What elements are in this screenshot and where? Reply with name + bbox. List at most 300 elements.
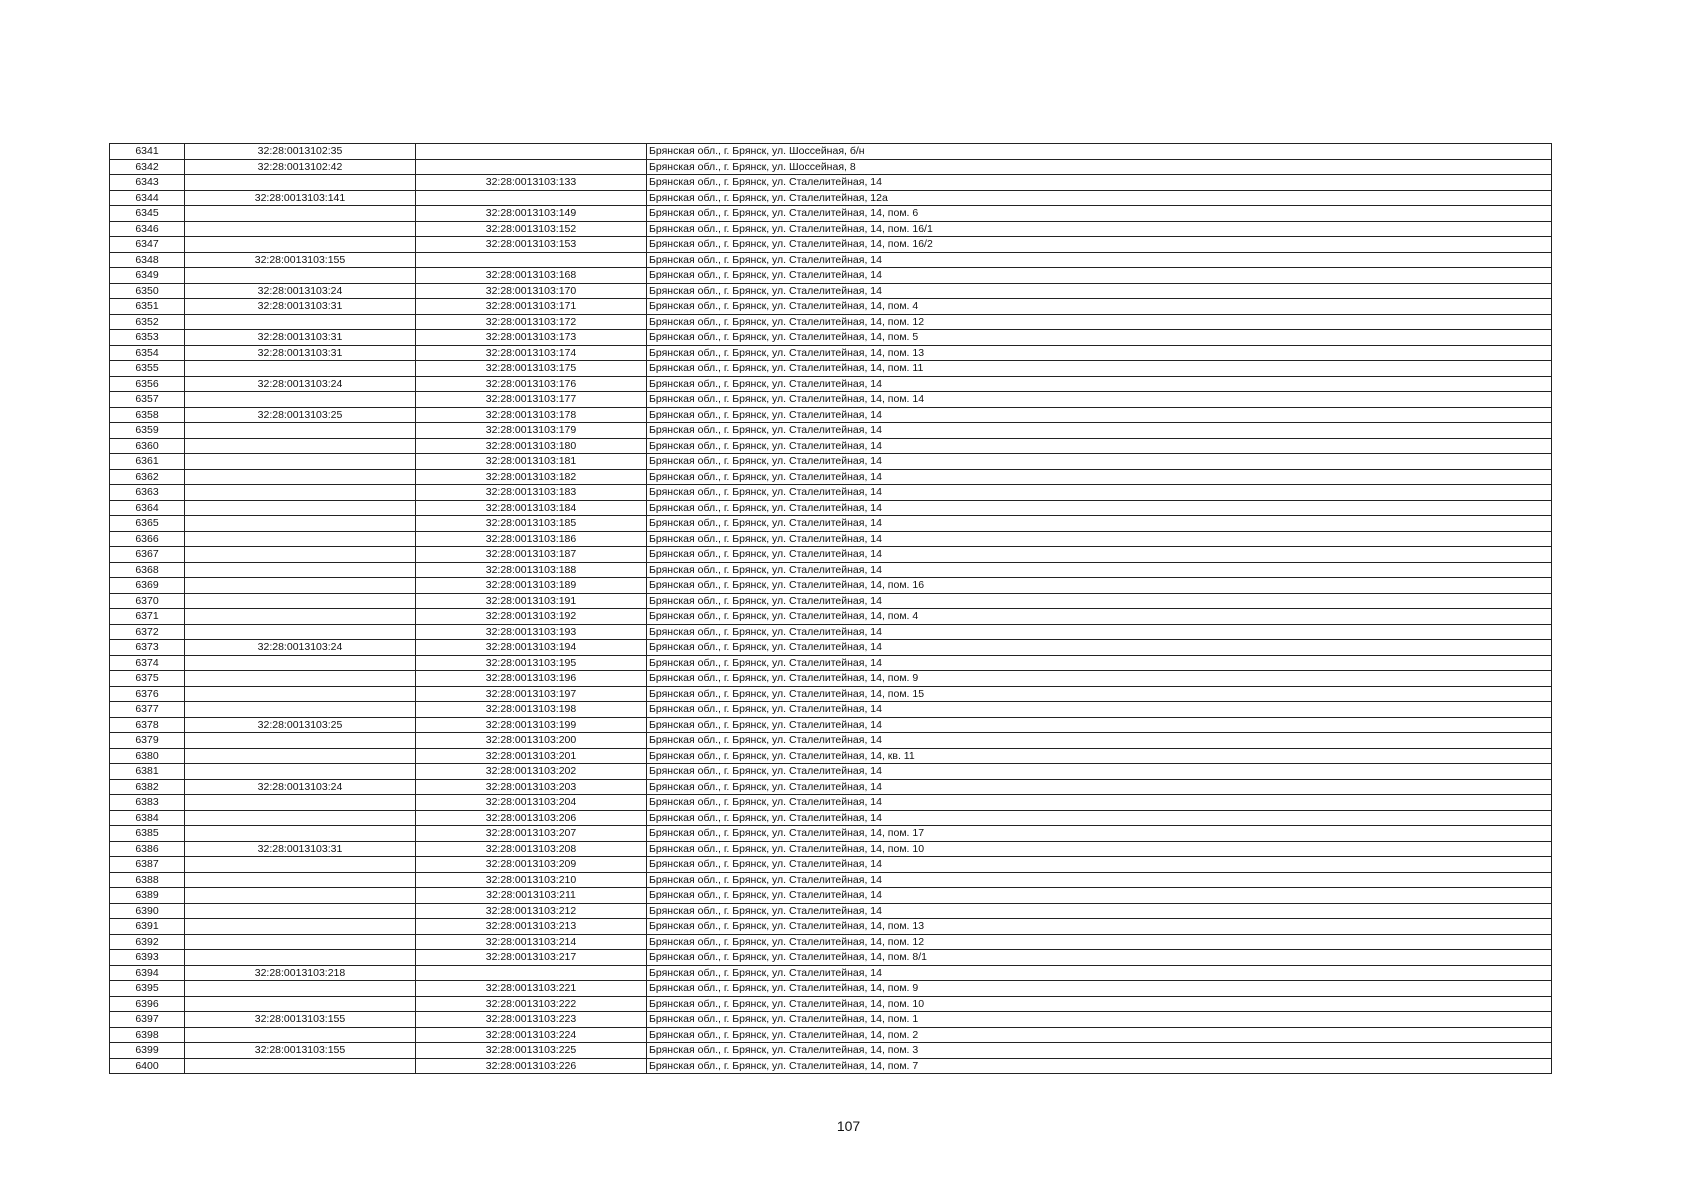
cadastral-number-a-cell: 32:28:0013103:218 bbox=[185, 965, 416, 981]
table-row bbox=[110, 252, 1552, 268]
cadastral-number-a-cell bbox=[185, 531, 416, 547]
cadastral-number-a-cell bbox=[185, 392, 416, 408]
cadastral-number-a-cell bbox=[185, 655, 416, 671]
table-row bbox=[110, 655, 1552, 671]
cadastral-number-b-cell: 32:28:0013103:197 bbox=[416, 686, 647, 702]
row-number-cell: 6370 bbox=[110, 593, 185, 609]
cadastral-number-a-cell bbox=[185, 578, 416, 594]
address-cell: Брянская обл., г. Брянск, ул. Сталелитейная, 14 bbox=[647, 562, 1552, 578]
address-cell: Брянская обл., г. Брянск, ул. Сталелитейная, 14, пом. 8/1 bbox=[647, 950, 1552, 966]
cadastral-number-b-cell: 32:28:0013103:152 bbox=[416, 221, 647, 237]
cadastral-number-a-cell: 32:28:0013103:31 bbox=[185, 345, 416, 361]
table-row bbox=[110, 516, 1552, 532]
row-number-cell: 6385 bbox=[110, 826, 185, 842]
row-number-cell: 6374 bbox=[110, 655, 185, 671]
row-number-cell: 6362 bbox=[110, 469, 185, 485]
address-cell: Брянская обл., г. Брянск, ул. Сталелитейная, 14 bbox=[647, 717, 1552, 733]
cadastral-number-b-cell: 32:28:0013103:182 bbox=[416, 469, 647, 485]
cadastral-number-b-cell: 32:28:0013103:207 bbox=[416, 826, 647, 842]
address-cell: Брянская обл., г. Брянск, ул. Сталелитейная, 14, пом. 11 bbox=[647, 361, 1552, 377]
address-cell: Брянская обл., г. Брянск, ул. Сталелитейная, 14 bbox=[647, 857, 1552, 873]
cadastral-number-a-cell bbox=[185, 702, 416, 718]
row-number-cell: 6368 bbox=[110, 562, 185, 578]
row-number-cell: 6388 bbox=[110, 872, 185, 888]
table-row bbox=[110, 299, 1552, 315]
row-number-cell: 6357 bbox=[110, 392, 185, 408]
cadastral-number-b-cell: 32:28:0013103:214 bbox=[416, 934, 647, 950]
address-cell: Брянская обл., г. Брянск, ул. Сталелитейная, 14 bbox=[647, 640, 1552, 656]
row-number-cell: 6360 bbox=[110, 438, 185, 454]
address-cell: Брянская обл., г. Брянск, ул. Сталелитейная, 14 bbox=[647, 268, 1552, 284]
address-cell: Брянская обл., г. Брянск, ул. Сталелитейная, 14, пом. 3 bbox=[647, 1043, 1552, 1059]
cadastral-number-a-cell bbox=[185, 221, 416, 237]
table-row bbox=[110, 841, 1552, 857]
address-cell: Брянская обл., г. Брянск, ул. Сталелитейная, 14 bbox=[647, 252, 1552, 268]
table-row bbox=[110, 950, 1552, 966]
cadastral-number-b-cell: 32:28:0013103:194 bbox=[416, 640, 647, 656]
table-row bbox=[110, 733, 1552, 749]
cadastral-number-b-cell: 32:28:0013103:223 bbox=[416, 1012, 647, 1028]
table-row bbox=[110, 407, 1552, 423]
address-cell: Брянская обл., г. Брянск, ул. Сталелитейная, 14, пом. 10 bbox=[647, 996, 1552, 1012]
cadastral-number-a-cell: 32:28:0013102:35 bbox=[185, 144, 416, 160]
row-number-cell: 6378 bbox=[110, 717, 185, 733]
row-number-cell: 6358 bbox=[110, 407, 185, 423]
row-number-cell: 6341 bbox=[110, 144, 185, 160]
address-cell: Брянская обл., г. Брянск, ул. Сталелитейная, 14, пом. 9 bbox=[647, 981, 1552, 997]
table-row bbox=[110, 485, 1552, 501]
row-number-cell: 6353 bbox=[110, 330, 185, 346]
cadastral-number-a-cell bbox=[185, 686, 416, 702]
table-row bbox=[110, 857, 1552, 873]
cadastral-number-a-cell bbox=[185, 175, 416, 191]
address-cell: Брянская обл., г. Брянск, ул. Сталелитейная, 14, пом. 4 bbox=[647, 299, 1552, 315]
cadastral-number-a-cell bbox=[185, 888, 416, 904]
address-cell: Брянская обл., г. Брянск, ул. Сталелитейная, 14 bbox=[647, 733, 1552, 749]
cadastral-number-b-cell: 32:28:0013103:181 bbox=[416, 454, 647, 470]
table-row bbox=[110, 686, 1552, 702]
address-cell: Брянская обл., г. Брянск, ул. Сталелитейная, 14 bbox=[647, 888, 1552, 904]
row-number-cell: 6389 bbox=[110, 888, 185, 904]
cadastral-number-a-cell bbox=[185, 934, 416, 950]
row-number-cell: 6391 bbox=[110, 919, 185, 935]
row-number-cell: 6347 bbox=[110, 237, 185, 253]
cadastral-number-a-cell bbox=[185, 748, 416, 764]
cadastral-number-a-cell bbox=[185, 671, 416, 687]
row-number-cell: 6361 bbox=[110, 454, 185, 470]
row-number-cell: 6376 bbox=[110, 686, 185, 702]
cadastral-number-b-cell: 32:28:0013103:187 bbox=[416, 547, 647, 563]
cadastral-number-b-cell: 32:28:0013103:226 bbox=[416, 1058, 647, 1074]
row-number-cell: 6363 bbox=[110, 485, 185, 501]
cadastral-number-a-cell: 32:28:0013103:31 bbox=[185, 299, 416, 315]
cadastral-number-b-cell: 32:28:0013103:170 bbox=[416, 283, 647, 299]
row-number-cell: 6350 bbox=[110, 283, 185, 299]
table-row bbox=[110, 144, 1552, 160]
address-cell: Брянская обл., г. Брянск, ул. Сталелитейная, 14, пом. 13 bbox=[647, 919, 1552, 935]
cadastral-number-b-cell: 32:28:0013103:217 bbox=[416, 950, 647, 966]
cadastral-number-a-cell: 32:28:0013103:31 bbox=[185, 330, 416, 346]
registry-table bbox=[109, 143, 1552, 1074]
table-row bbox=[110, 159, 1552, 175]
address-cell: Брянская обл., г. Брянск, ул. Сталелитейная, 14 bbox=[647, 423, 1552, 439]
cadastral-number-b-cell: 32:28:0013103:172 bbox=[416, 314, 647, 330]
cadastral-number-a-cell bbox=[185, 438, 416, 454]
address-cell: Брянская обл., г. Брянск, ул. Сталелитейная, 14 bbox=[647, 485, 1552, 501]
cadastral-number-a-cell bbox=[185, 950, 416, 966]
cadastral-number-a-cell bbox=[185, 609, 416, 625]
address-cell: Брянская обл., г. Брянск, ул. Сталелитейная, 14 bbox=[647, 376, 1552, 392]
cadastral-number-b-cell: 32:28:0013103:175 bbox=[416, 361, 647, 377]
address-cell: Брянская обл., г. Брянск, ул. Сталелитейная, 14 bbox=[647, 500, 1552, 516]
row-number-cell: 6386 bbox=[110, 841, 185, 857]
row-number-cell: 6375 bbox=[110, 671, 185, 687]
row-number-cell: 6372 bbox=[110, 624, 185, 640]
cadastral-number-b-cell: 32:28:0013103:133 bbox=[416, 175, 647, 191]
cadastral-number-b-cell: 32:28:0013103:193 bbox=[416, 624, 647, 640]
cadastral-number-b-cell: 32:28:0013103:224 bbox=[416, 1027, 647, 1043]
address-cell: Брянская обл., г. Брянск, ул. Сталелитейная, 14 bbox=[647, 407, 1552, 423]
table-row bbox=[110, 624, 1552, 640]
registry-table-body bbox=[110, 144, 1552, 1074]
row-number-cell: 6392 bbox=[110, 934, 185, 950]
cadastral-number-b-cell: 32:28:0013103:201 bbox=[416, 748, 647, 764]
row-number-cell: 6369 bbox=[110, 578, 185, 594]
row-number-cell: 6394 bbox=[110, 965, 185, 981]
cadastral-number-a-cell bbox=[185, 454, 416, 470]
table-row bbox=[110, 314, 1552, 330]
cadastral-number-a-cell: 32:28:0013103:25 bbox=[185, 407, 416, 423]
cadastral-number-b-cell: 32:28:0013103:221 bbox=[416, 981, 647, 997]
address-cell: Брянская обл., г. Брянск, ул. Сталелитейная, 14, пом. 14 bbox=[647, 392, 1552, 408]
address-cell: Брянская обл., г. Брянск, ул. Сталелитейная, 14 bbox=[647, 702, 1552, 718]
table-row bbox=[110, 965, 1552, 981]
table-row bbox=[110, 500, 1552, 516]
cadastral-number-a-cell bbox=[185, 810, 416, 826]
table-row bbox=[110, 562, 1552, 578]
address-cell: Брянская обл., г. Брянск, ул. Сталелитейная, 14 bbox=[647, 283, 1552, 299]
cadastral-number-a-cell: 32:28:0013103:24 bbox=[185, 779, 416, 795]
cadastral-number-b-cell: 32:28:0013103:213 bbox=[416, 919, 647, 935]
address-cell: Брянская обл., г. Брянск, ул. Сталелитейная, 14 bbox=[647, 810, 1552, 826]
row-number-cell: 6399 bbox=[110, 1043, 185, 1059]
cadastral-number-b-cell: 32:28:0013103:168 bbox=[416, 268, 647, 284]
cadastral-number-a-cell bbox=[185, 237, 416, 253]
row-number-cell: 6383 bbox=[110, 795, 185, 811]
address-cell: Брянская обл., г. Брянск, ул. Сталелитейная, 14, пом. 16/2 bbox=[647, 237, 1552, 253]
cadastral-number-a-cell bbox=[185, 795, 416, 811]
cadastral-number-a-cell bbox=[185, 733, 416, 749]
address-cell: Брянская обл., г. Брянск, ул. Сталелитейная, 14, пом. 10 bbox=[647, 841, 1552, 857]
cadastral-number-b-cell: 32:28:0013103:200 bbox=[416, 733, 647, 749]
table-row bbox=[110, 748, 1552, 764]
address-cell: Брянская обл., г. Брянск, ул. Сталелитейная, 14 bbox=[647, 547, 1552, 563]
cadastral-number-b-cell bbox=[416, 965, 647, 981]
table-row bbox=[110, 206, 1552, 222]
address-cell: Брянская обл., г. Брянск, ул. Сталелитейная, 14, пом. 13 bbox=[647, 345, 1552, 361]
table-row bbox=[110, 593, 1552, 609]
cadastral-number-b-cell: 32:28:0013103:186 bbox=[416, 531, 647, 547]
cadastral-number-b-cell: 32:28:0013103:210 bbox=[416, 872, 647, 888]
cadastral-number-b-cell: 32:28:0013103:191 bbox=[416, 593, 647, 609]
table-row bbox=[110, 795, 1552, 811]
table-row bbox=[110, 547, 1552, 563]
address-cell: Брянская обл., г. Брянск, ул. Сталелитейная, 14 bbox=[647, 795, 1552, 811]
address-cell: Брянская обл., г. Брянск, ул. Сталелитейная, 14 bbox=[647, 872, 1552, 888]
row-number-cell: 6366 bbox=[110, 531, 185, 547]
table-row bbox=[110, 934, 1552, 950]
cadastral-number-a-cell bbox=[185, 547, 416, 563]
cadastral-number-b-cell: 32:28:0013103:198 bbox=[416, 702, 647, 718]
table-row bbox=[110, 578, 1552, 594]
cadastral-number-b-cell: 32:28:0013103:225 bbox=[416, 1043, 647, 1059]
cadastral-number-b-cell: 32:28:0013103:177 bbox=[416, 392, 647, 408]
address-cell: Брянская обл., г. Брянск, ул. Сталелитейная, 14 bbox=[647, 779, 1552, 795]
table-row bbox=[110, 469, 1552, 485]
table-row bbox=[110, 531, 1552, 547]
cadastral-number-a-cell: 32:28:0013103:24 bbox=[185, 640, 416, 656]
table-row bbox=[110, 376, 1552, 392]
cadastral-number-a-cell bbox=[185, 764, 416, 780]
row-number-cell: 6379 bbox=[110, 733, 185, 749]
address-cell: Брянская обл., г. Брянск, ул. Сталелитейная, 14, пом. 12 bbox=[647, 314, 1552, 330]
cadastral-number-a-cell bbox=[185, 516, 416, 532]
row-number-cell: 6393 bbox=[110, 950, 185, 966]
cadastral-number-a-cell bbox=[185, 485, 416, 501]
cadastral-number-b-cell: 32:28:0013103:188 bbox=[416, 562, 647, 578]
cadastral-number-a-cell bbox=[185, 469, 416, 485]
row-number-cell: 6371 bbox=[110, 609, 185, 625]
table-row bbox=[110, 671, 1552, 687]
cadastral-number-b-cell: 32:28:0013103:195 bbox=[416, 655, 647, 671]
row-number-cell: 6349 bbox=[110, 268, 185, 284]
table-row bbox=[110, 640, 1552, 656]
table-row bbox=[110, 903, 1552, 919]
address-cell: Брянская обл., г. Брянск, ул. Сталелитейная, 14 bbox=[647, 593, 1552, 609]
cadastral-number-a-cell bbox=[185, 919, 416, 935]
row-number-cell: 6380 bbox=[110, 748, 185, 764]
row-number-cell: 6377 bbox=[110, 702, 185, 718]
cadastral-number-a-cell: 32:28:0013103:24 bbox=[185, 376, 416, 392]
table-row bbox=[110, 919, 1552, 935]
row-number-cell: 6396 bbox=[110, 996, 185, 1012]
address-cell: Брянская обл., г. Брянск, ул. Сталелитейная, 14, пом. 4 bbox=[647, 609, 1552, 625]
table-row bbox=[110, 996, 1552, 1012]
row-number-cell: 6343 bbox=[110, 175, 185, 191]
address-cell: Брянская обл., г. Брянск, ул. Сталелитейная, 14, пом. 12 bbox=[647, 934, 1552, 950]
address-cell: Брянская обл., г. Брянск, ул. Сталелитейная, 14 bbox=[647, 516, 1552, 532]
cadastral-number-b-cell: 32:28:0013103:208 bbox=[416, 841, 647, 857]
cadastral-number-b-cell: 32:28:0013103:192 bbox=[416, 609, 647, 625]
row-number-cell: 6395 bbox=[110, 981, 185, 997]
cadastral-number-a-cell bbox=[185, 562, 416, 578]
table-row bbox=[110, 609, 1552, 625]
table-row bbox=[110, 810, 1552, 826]
address-cell: Брянская обл., г. Брянск, ул. Сталелитейная, 12а bbox=[647, 190, 1552, 206]
table-row bbox=[110, 454, 1552, 470]
cadastral-number-a-cell: 32:28:0013103:141 bbox=[185, 190, 416, 206]
cadastral-number-b-cell: 32:28:0013103:209 bbox=[416, 857, 647, 873]
cadastral-number-a-cell bbox=[185, 1058, 416, 1074]
cadastral-number-a-cell bbox=[185, 981, 416, 997]
address-cell: Брянская обл., г. Брянск, ул. Сталелитейная, 14 bbox=[647, 469, 1552, 485]
address-cell: Брянская обл., г. Брянск, ул. Сталелитейная, 14, пом. 16 bbox=[647, 578, 1552, 594]
cadastral-number-a-cell: 32:28:0013103:155 bbox=[185, 1012, 416, 1028]
cadastral-number-a-cell bbox=[185, 423, 416, 439]
address-cell: Брянская обл., г. Брянск, ул. Сталелитейная, 14, пом. 9 bbox=[647, 671, 1552, 687]
row-number-cell: 6365 bbox=[110, 516, 185, 532]
table-row bbox=[110, 981, 1552, 997]
table-row bbox=[110, 826, 1552, 842]
address-cell: Брянская обл., г. Брянск, ул. Сталелитейная, 14 bbox=[647, 903, 1552, 919]
address-cell: Брянская обл., г. Брянск, ул. Сталелитейная, 14, пом. 2 bbox=[647, 1027, 1552, 1043]
cadastral-number-b-cell bbox=[416, 252, 647, 268]
row-number-cell: 6348 bbox=[110, 252, 185, 268]
cadastral-number-b-cell bbox=[416, 190, 647, 206]
cadastral-number-b-cell: 32:28:0013103:222 bbox=[416, 996, 647, 1012]
row-number-cell: 6342 bbox=[110, 159, 185, 175]
row-number-cell: 6390 bbox=[110, 903, 185, 919]
address-cell: Брянская обл., г. Брянск, ул. Сталелитейная, 14, пом. 1 bbox=[647, 1012, 1552, 1028]
row-number-cell: 6381 bbox=[110, 764, 185, 780]
cadastral-number-a-cell bbox=[185, 872, 416, 888]
row-number-cell: 6364 bbox=[110, 500, 185, 516]
row-number-cell: 6397 bbox=[110, 1012, 185, 1028]
table-row bbox=[110, 268, 1552, 284]
address-cell: Брянская обл., г. Брянск, ул. Шоссейная, 8 bbox=[647, 159, 1552, 175]
cadastral-number-b-cell: 32:28:0013103:176 bbox=[416, 376, 647, 392]
cadastral-number-a-cell bbox=[185, 903, 416, 919]
cadastral-number-a-cell bbox=[185, 268, 416, 284]
table-row bbox=[110, 888, 1552, 904]
cadastral-number-a-cell: 32:28:0013103:31 bbox=[185, 841, 416, 857]
page-number: 107 bbox=[836, 1118, 861, 1134]
table-row bbox=[110, 221, 1552, 237]
cadastral-number-b-cell: 32:28:0013103:202 bbox=[416, 764, 647, 780]
cadastral-number-a-cell bbox=[185, 1027, 416, 1043]
table-row bbox=[110, 190, 1552, 206]
cadastral-number-a-cell bbox=[185, 593, 416, 609]
cadastral-number-a-cell: 32:28:0013103:25 bbox=[185, 717, 416, 733]
table-row bbox=[110, 717, 1552, 733]
address-cell: Брянская обл., г. Брянск, ул. Сталелитейная, 14, пом. 5 bbox=[647, 330, 1552, 346]
table-row bbox=[110, 702, 1552, 718]
row-number-cell: 6355 bbox=[110, 361, 185, 377]
row-number-cell: 6351 bbox=[110, 299, 185, 315]
cadastral-number-b-cell: 32:28:0013103:179 bbox=[416, 423, 647, 439]
address-cell: Брянская обл., г. Брянск, ул. Сталелитейная, 14 bbox=[647, 175, 1552, 191]
row-number-cell: 6359 bbox=[110, 423, 185, 439]
cadastral-number-b-cell bbox=[416, 159, 647, 175]
cadastral-number-b-cell: 32:28:0013103:184 bbox=[416, 500, 647, 516]
cadastral-number-b-cell: 32:28:0013103:211 bbox=[416, 888, 647, 904]
cadastral-number-a-cell: 32:28:0013103:24 bbox=[185, 283, 416, 299]
address-cell: Брянская обл., г. Брянск, ул. Шоссейная, б/н bbox=[647, 144, 1552, 160]
row-number-cell: 6345 bbox=[110, 206, 185, 222]
cadastral-number-b-cell: 32:28:0013103:174 bbox=[416, 345, 647, 361]
cadastral-number-b-cell bbox=[416, 144, 647, 160]
table-row bbox=[110, 1012, 1552, 1028]
row-number-cell: 6367 bbox=[110, 547, 185, 563]
cadastral-number-a-cell: 32:28:0013103:155 bbox=[185, 252, 416, 268]
address-cell: Брянская обл., г. Брянск, ул. Сталелитейная, 14 bbox=[647, 655, 1552, 671]
cadastral-number-a-cell: 32:28:0013103:155 bbox=[185, 1043, 416, 1059]
cadastral-number-b-cell: 32:28:0013103:189 bbox=[416, 578, 647, 594]
cadastral-number-a-cell bbox=[185, 500, 416, 516]
cadastral-number-b-cell: 32:28:0013103:204 bbox=[416, 795, 647, 811]
table-row bbox=[110, 1058, 1552, 1074]
cadastral-number-b-cell: 32:28:0013103:212 bbox=[416, 903, 647, 919]
cadastral-number-b-cell: 32:28:0013103:173 bbox=[416, 330, 647, 346]
cadastral-number-b-cell: 32:28:0013103:183 bbox=[416, 485, 647, 501]
row-number-cell: 6387 bbox=[110, 857, 185, 873]
row-number-cell: 6346 bbox=[110, 221, 185, 237]
cadastral-number-a-cell bbox=[185, 361, 416, 377]
cadastral-number-a-cell bbox=[185, 314, 416, 330]
address-cell: Брянская обл., г. Брянск, ул. Сталелитейная, 14, пом. 15 bbox=[647, 686, 1552, 702]
cadastral-number-b-cell: 32:28:0013103:178 bbox=[416, 407, 647, 423]
cadastral-number-b-cell: 32:28:0013103:180 bbox=[416, 438, 647, 454]
cadastral-number-b-cell: 32:28:0013103:185 bbox=[416, 516, 647, 532]
cadastral-number-a-cell bbox=[185, 857, 416, 873]
address-cell: Брянская обл., г. Брянск, ул. Сталелитейная, 14, кв. 11 bbox=[647, 748, 1552, 764]
cadastral-number-b-cell: 32:28:0013103:199 bbox=[416, 717, 647, 733]
row-number-cell: 6344 bbox=[110, 190, 185, 206]
row-number-cell: 6400 bbox=[110, 1058, 185, 1074]
address-cell: Брянская обл., г. Брянск, ул. Сталелитейная, 14, пом. 17 bbox=[647, 826, 1552, 842]
cadastral-number-b-cell: 32:28:0013103:149 bbox=[416, 206, 647, 222]
cadastral-number-a-cell: 32:28:0013102:42 bbox=[185, 159, 416, 175]
table-row bbox=[110, 361, 1552, 377]
address-cell: Брянская обл., г. Брянск, ул. Сталелитейная, 14 bbox=[647, 454, 1552, 470]
address-cell: Брянская обл., г. Брянск, ул. Сталелитейная, 14, пом. 16/1 bbox=[647, 221, 1552, 237]
cadastral-number-a-cell bbox=[185, 996, 416, 1012]
table-row bbox=[110, 1043, 1552, 1059]
table-row bbox=[110, 438, 1552, 454]
cadastral-number-b-cell: 32:28:0013103:153 bbox=[416, 237, 647, 253]
address-cell: Брянская обл., г. Брянск, ул. Сталелитейная, 14 bbox=[647, 438, 1552, 454]
row-number-cell: 6382 bbox=[110, 779, 185, 795]
table-row bbox=[110, 1027, 1552, 1043]
table-row bbox=[110, 392, 1552, 408]
cadastral-number-b-cell: 32:28:0013103:206 bbox=[416, 810, 647, 826]
table-row bbox=[110, 764, 1552, 780]
cadastral-number-b-cell: 32:28:0013103:171 bbox=[416, 299, 647, 315]
address-cell: Брянская обл., г. Брянск, ул. Сталелитейная, 14, пом. 6 bbox=[647, 206, 1552, 222]
address-cell: Брянская обл., г. Брянск, ул. Сталелитейная, 14 bbox=[647, 531, 1552, 547]
cadastral-number-a-cell bbox=[185, 624, 416, 640]
table-row bbox=[110, 237, 1552, 253]
row-number-cell: 6373 bbox=[110, 640, 185, 656]
address-cell: Брянская обл., г. Брянск, ул. Сталелитейная, 14 bbox=[647, 764, 1552, 780]
address-cell: Брянская обл., г. Брянск, ул. Сталелитейная, 14 bbox=[647, 965, 1552, 981]
address-cell: Брянская обл., г. Брянск, ул. Сталелитейная, 14, пом. 7 bbox=[647, 1058, 1552, 1074]
cadastral-number-a-cell bbox=[185, 826, 416, 842]
table-row bbox=[110, 175, 1552, 191]
table-row bbox=[110, 345, 1552, 361]
row-number-cell: 6356 bbox=[110, 376, 185, 392]
address-cell: Брянская обл., г. Брянск, ул. Сталелитейная, 14 bbox=[647, 624, 1552, 640]
table-row bbox=[110, 283, 1552, 299]
table-row bbox=[110, 423, 1552, 439]
row-number-cell: 6398 bbox=[110, 1027, 185, 1043]
table-row bbox=[110, 779, 1552, 795]
table-row bbox=[110, 872, 1552, 888]
row-number-cell: 6354 bbox=[110, 345, 185, 361]
row-number-cell: 6384 bbox=[110, 810, 185, 826]
cadastral-number-b-cell: 32:28:0013103:196 bbox=[416, 671, 647, 687]
cadastral-number-b-cell: 32:28:0013103:203 bbox=[416, 779, 647, 795]
